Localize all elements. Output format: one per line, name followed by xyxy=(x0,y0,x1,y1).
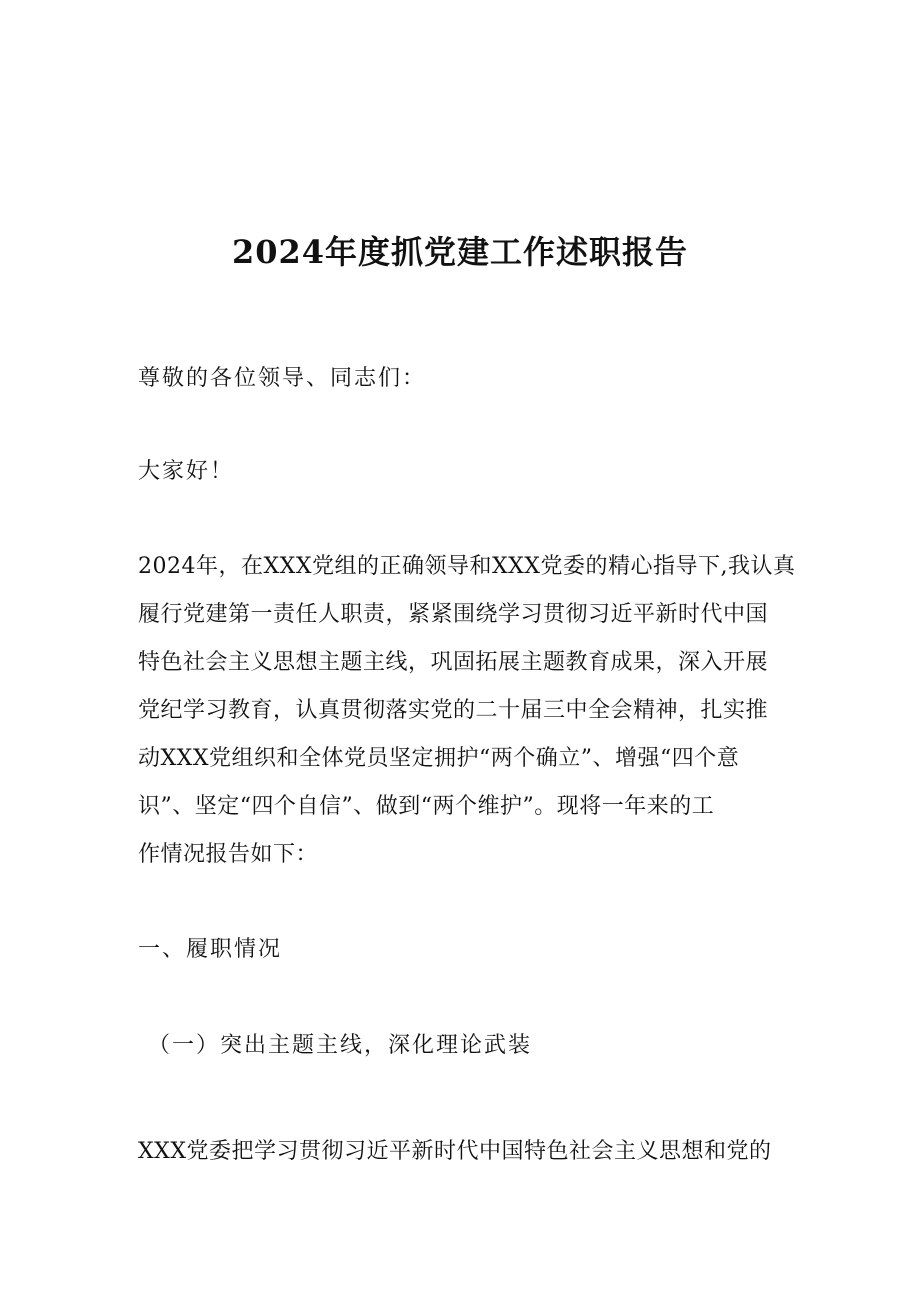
section-heading: 一、履职情况 xyxy=(138,937,283,962)
paragraph-line: 识”、坚定“四个自信”、做到“两个维护”。现将一年来的工 xyxy=(138,794,715,819)
paragraph-line: 履行党建第一责任人职责，紧紧围绕学习贯彻习近平新时代中国 xyxy=(138,602,769,627)
salutation: 尊敬的各位领导、同志们： xyxy=(138,366,427,391)
paragraph-line: 特色社会主义思想主题主线，巩固拓展主题教育成果，深入开展 xyxy=(138,650,769,675)
subsection-heading: （一）突出主题主线，深化理论武装 xyxy=(148,1033,533,1058)
paragraph-line: XXX党委把学习贯彻习近平新时代中国特色社会主义思想和党的 xyxy=(138,1139,772,1164)
document-title: 2024年度抓党建工作述职报告 xyxy=(231,233,689,271)
paragraph-line: 2024年，在XXX党组的正确领导和XXX党委的精心指导下,我认真 xyxy=(138,554,796,579)
paragraph-line: 动XXX党组织和全体党员坚定拥护“两个确立”、增强“四个意 xyxy=(138,746,740,771)
greeting: 大家好！ xyxy=(138,459,235,484)
paragraph-line: 党纪学习教育，认真贯彻落实党的二十届三中全会精神，扎实推 xyxy=(138,698,769,723)
paragraph-line: 作情况报告如下： xyxy=(138,842,319,867)
